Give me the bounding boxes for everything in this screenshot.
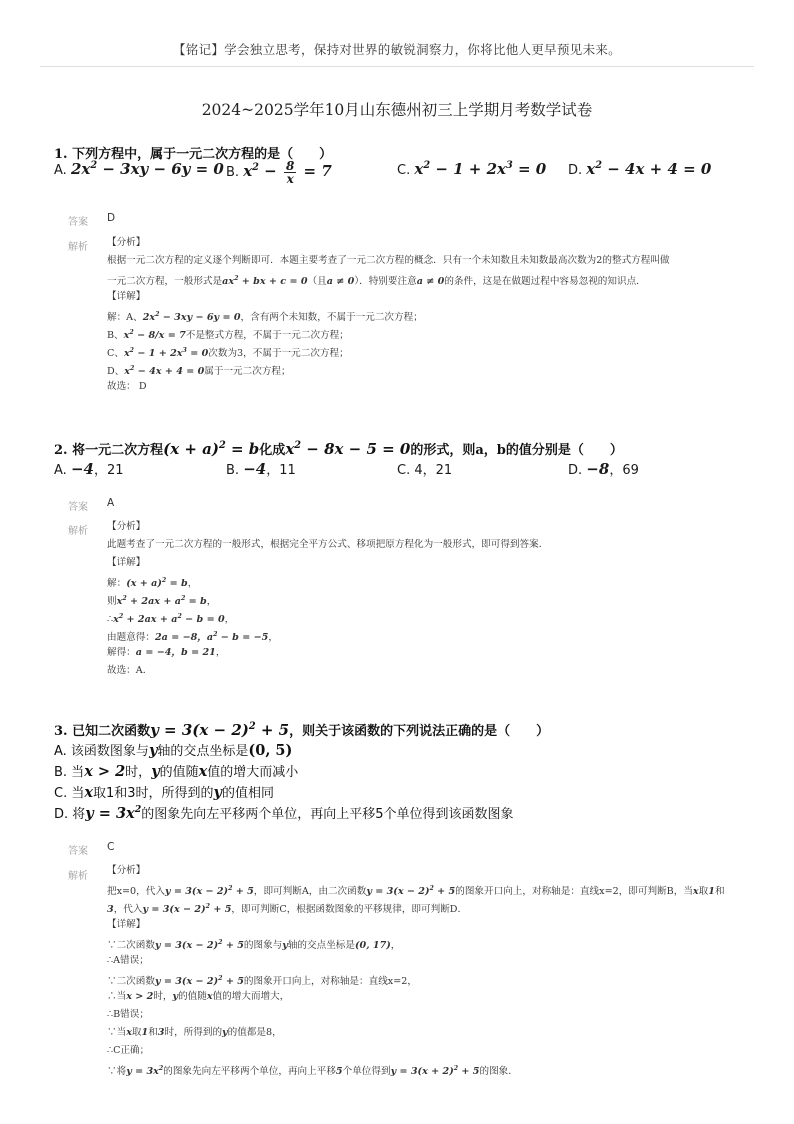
q3-option-d: D. 将$y = 3x^2$的图象先向左平移两个单位，再向上平移5个单位得到该函数图象 <box>54 804 514 822</box>
q1-option-a: A. $2x^2 - 3xy - 6y = 0$ <box>54 160 224 178</box>
q3-answer: C <box>107 841 115 853</box>
q1-solution: 【分析】 根据一元二次方程的定义逐个判断即可．本题主要考查了一元二次方程的概念．只有一个未知数且未知数最高次数为2的整式方程叫做 一元二次方程，一般形式是$ax^2$ + bx + c = 0（且a ≠ 0）．特别要注意a ≠ 0的条件，这是在做题过程中容易忽视的知识点． 【详解】 解：A、$2x^2 - 3xy - 6y = 0$，含有两个未知数，不属于一元二次方程； B、$x^2 - 8/x = 7$不是整式方程，不属于一元二次方程； C、$x^2 - 1 + 2x^3 = 0$次数为3，不属于一元二次方程； D、$x^2 - 4x + 4 = 0$属于一元二次方程； 故选： D <box>107 237 670 392</box>
q2-option-b: B. −4，11 <box>226 460 296 478</box>
question-1-stem: 1. 下列方程中，属于一元二次方程的是（ ） <box>54 147 333 162</box>
q2-analysis-label: 解析 <box>68 526 88 537</box>
q2-option-c: C. 4，21 <box>397 463 453 478</box>
q3-analysis-label: 解析 <box>68 871 88 882</box>
q2-answer-label: 答案 <box>68 502 88 513</box>
header-divider <box>40 66 754 67</box>
q2-solution: 【分析】 此题考查了一元二次方程的一般形式，根据完全平方公式、移项把原方程化为一般形式，即可得到答案． 【详解】 解：$(x + a)^2 = b$， 则$x^2 + 2ax + a^2 = b$， $\therefore x^2 + 2ax + a^2 - b = 0$， 由题意得：2a = −8，$a^2 - b = -5$， 解得：a = −4，b = 21， 故选：A． <box>107 521 549 676</box>
q1-answer-label: 答案 <box>68 217 88 228</box>
q3-option-b: B. 当x > 2时，y的值随x值的增大而减小 <box>54 763 299 780</box>
q3-answer-label: 答案 <box>68 846 88 857</box>
page-title: 2024~2025学年10月山东德州初三上学期月考数学试卷 <box>201 101 593 119</box>
question-2-stem: 2. 将一元二次方程$(x + a)^2 = b$化成$x^2 - 8x - 5 = 0$的形式，则a，b的值分别是（ ） <box>54 440 623 458</box>
question-1-options <box>54 160 754 184</box>
q1-analysis-label: 解析 <box>68 242 88 253</box>
q3-option-a: A. 该函数图象与y轴的交点坐标是(0, 5) <box>54 742 293 759</box>
question-2-options <box>54 459 754 483</box>
q1-option-b: B. $x^2$ − $\frac{8}{x}$ = 7 <box>226 159 332 186</box>
q3-option-c: C. 当x取1和3时，所得到的y的值相同 <box>54 784 274 801</box>
q1-option-c: C. $x^2 - 1 + 2x^3 = 0$ <box>397 160 547 178</box>
q2-option-d: D. −8，69 <box>568 460 639 478</box>
motto-banner: 【铭记】学会独立思考，保持对世界的敏锐洞察力，你将比他人更早预见未来。 <box>172 42 621 57</box>
q2-option-a: A. −4，21 <box>54 460 124 478</box>
q1-option-d: D. $x^2 - 4x + 4 = 0$ <box>568 160 712 178</box>
q1-answer: D <box>107 212 116 224</box>
question-3-stem: 3. 已知二次函数$y = 3(x - 2)^2 + 5$，则关于该函数的下列说法正确的是（ ） <box>54 721 550 739</box>
q2-answer: A <box>107 497 115 509</box>
q3-solution: 【分析】 把x=0，代入$y = 3(x - 2)^2 + 5$，即可判断A，由二次函数$y = 3(x - 2)^2 + 5$的图象开口向上，对称轴是：直线x=2，即可判断B，当x取1和 3，代入$y = 3(x - 2)^2 + 5$，即可判断C，根据函数图象的平移规律，即可判断D． 【详解】 ∵二次函数$y = 3(x - 2)^2 + 5$的图象与y轴的交点坐标是(0, 17)， ∴A错误； ∵二次函数$y = 3(x - 2)^2 + 5$的图象开口向上，对称轴是：直线x=2， ∴当x > 2时，y的值随x值的增大而增大， ∴B错误； ∵当x取1和3时，所得到的y的值都是8， ∴C正确； ∵将$y = 3x^2$的图象先向左平移两个单位，再向上平移5个单位得到$y = 3(x + 2)^2 + 5$的图象． <box>107 865 725 1078</box>
